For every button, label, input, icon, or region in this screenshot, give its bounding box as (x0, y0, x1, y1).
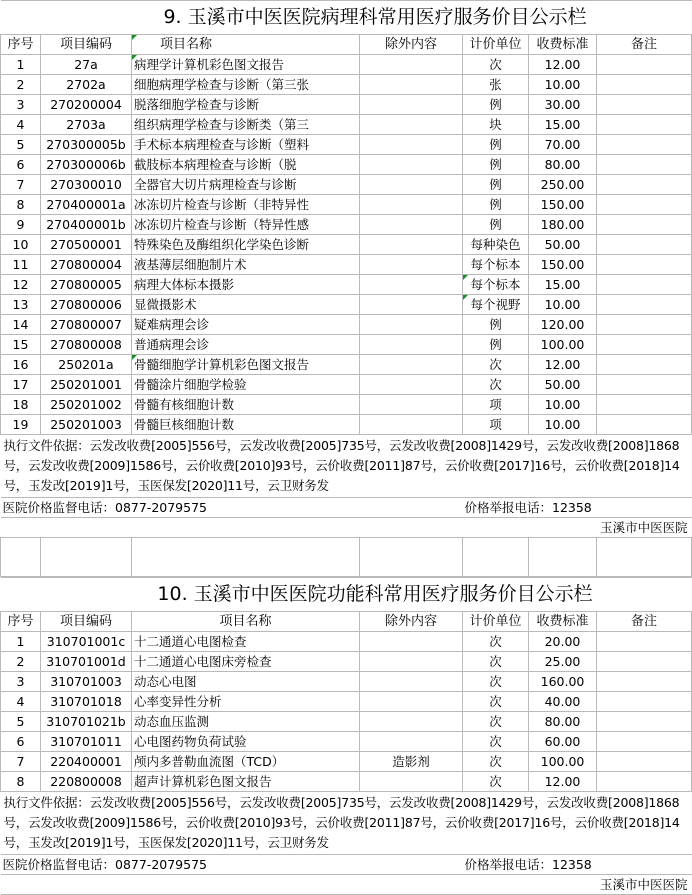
row-name: 骨髓细胞学计算机彩色图文报告 (132, 355, 360, 375)
table-row (1, 75, 692, 95)
row-no: 6 (1, 732, 41, 752)
row-unit: 次 (463, 652, 529, 672)
row-code: 220400001 (41, 752, 132, 772)
row-price: 10.00 (529, 415, 597, 435)
row-exclude (360, 672, 463, 692)
row-remark (597, 295, 692, 315)
row-name: 普通病理会诊 (132, 335, 360, 355)
row-exclude (360, 295, 463, 315)
row-exclude: 造影剂 (360, 752, 463, 772)
row-no: 14 (1, 315, 41, 335)
table-row (1, 355, 692, 375)
row-name: 十二通道心电图床旁检查 (132, 652, 360, 672)
row-exclude (360, 335, 463, 355)
row-name: 骨髓有核细胞计数 (132, 395, 360, 415)
row-exclude (360, 692, 463, 712)
row-unit: 次 (463, 55, 529, 75)
table-row (1, 315, 692, 335)
row-no: 4 (1, 115, 41, 135)
row-price: 100.00 (529, 335, 597, 355)
row-remark (597, 772, 692, 792)
row-code: 270800004 (41, 255, 132, 275)
row-remark (597, 732, 692, 752)
row-no: 17 (1, 375, 41, 395)
row-no: 4 (1, 692, 41, 712)
row-exclude (360, 115, 463, 135)
row-unit: 例 (463, 335, 529, 355)
row-no: 3 (1, 672, 41, 692)
row-exclude (360, 275, 463, 295)
row-unit: 次 (463, 692, 529, 712)
row-price: 15.00 (529, 115, 597, 135)
row-code: 270400001b (41, 215, 132, 235)
row-price: 60.00 (529, 732, 597, 752)
row-exclude (360, 55, 463, 75)
row-name: 骨髓巨核细胞计数 (132, 415, 360, 435)
row-name: 疑难病理会诊 (132, 315, 360, 335)
row-code: 220800008 (41, 772, 132, 792)
row-no: 2 (1, 75, 41, 95)
row-price: 12.00 (529, 355, 597, 375)
row-no: 8 (1, 195, 41, 215)
row-code: 270300005b (41, 135, 132, 155)
row-code: 270500001 (41, 235, 132, 255)
row-name: 全器官大切片病理检查与诊断 (132, 175, 360, 195)
row-unit: 每个标本 (463, 255, 529, 275)
row-unit: 项 (463, 395, 529, 415)
row-exclude (360, 732, 463, 752)
table-header (1, 35, 692, 55)
row-no: 12 (1, 275, 41, 295)
row-unit: 次 (463, 732, 529, 752)
row-name: 动态心电图 (132, 672, 360, 692)
table-row (1, 55, 692, 75)
row-no: 11 (1, 255, 41, 275)
row-price: 12.00 (529, 772, 597, 792)
row-price: 30.00 (529, 95, 597, 115)
row-no: 8 (1, 772, 41, 792)
table-row (1, 255, 692, 275)
row-unit: 例 (463, 315, 529, 335)
row-remark (597, 315, 692, 335)
row-unit: 次 (463, 752, 529, 772)
row-unit: 例 (463, 175, 529, 195)
table-row (1, 295, 692, 315)
row-unit: 块 (463, 115, 529, 135)
row-unit: 次 (463, 672, 529, 692)
row-code: 270800006 (41, 295, 132, 315)
row-name: 细胞病理学检查与诊断（第三张 (132, 75, 360, 95)
row-name: 截肢标本病理检查与诊断（脱 (132, 155, 360, 175)
row-exclude (360, 652, 463, 672)
header-no: 序号 (1, 612, 41, 632)
row-price: 160.00 (529, 672, 597, 692)
row-name: 颅内多普勒血流图（TCD） (132, 752, 360, 772)
row-unit: 次 (463, 375, 529, 395)
row-remark (597, 355, 692, 375)
row-unit: 例 (463, 95, 529, 115)
row-price: 20.00 (529, 632, 597, 652)
row-name: 十二通道心电图检查 (132, 632, 360, 652)
header-name: 项目名称 (132, 35, 360, 55)
row-code: 2702a (41, 75, 132, 95)
row-code: 250201a (41, 355, 132, 375)
row-name: 冰冻切片检查与诊断（特异性感 (132, 215, 360, 235)
row-code: 270200004 (41, 95, 132, 115)
table-row (1, 752, 692, 772)
spacer-row (1, 538, 692, 577)
row-unit: 例 (463, 135, 529, 155)
row-remark (597, 672, 692, 692)
row-exclude (360, 315, 463, 335)
row-code: 310701003 (41, 672, 132, 692)
basis-note: 执行文件依据：云发改收费[2005]556号，云发改收费[2005]735号，云发改收费[2008]1429号，云发改收费[2008]1868号，云发改收费[2009]1586号，云价收费[2010]93号，云价收费[2011]87号，云价收费[2017]16号，云价收费[2018]14号，玉发改[2019]1号，玉医保发[2020]11号，云卫财务发 (1, 435, 692, 498)
table-row (1, 672, 692, 692)
row-exclude (360, 415, 463, 435)
table-row (1, 395, 692, 415)
row-unit: 每种染色 (463, 235, 529, 255)
row-remark (597, 275, 692, 295)
table-row (1, 732, 692, 752)
row-remark (597, 335, 692, 355)
table-row (1, 195, 692, 215)
row-exclude (360, 235, 463, 255)
row-no: 6 (1, 155, 41, 175)
row-price: 10.00 (529, 395, 597, 415)
row-price: 50.00 (529, 375, 597, 395)
row-unit: 次 (463, 355, 529, 375)
row-code: 250201001 (41, 375, 132, 395)
row-price: 80.00 (529, 155, 597, 175)
row-code: 270800008 (41, 335, 132, 355)
table-header (1, 612, 692, 632)
row-price: 250.00 (529, 175, 597, 195)
function-dept-price-table (0, 577, 692, 895)
row-code: 310701018 (41, 692, 132, 712)
row-name: 动态血压监测 (132, 712, 360, 732)
row-name: 手术标本病理检查与诊断（塑料 (132, 135, 360, 155)
row-name: 组织病理学检查与诊断类（第三 (132, 115, 360, 135)
row-exclude (360, 355, 463, 375)
table-row (1, 115, 692, 135)
row-name: 心电图药物负荷试验 (132, 732, 360, 752)
row-code: 250201002 (41, 395, 132, 415)
row-no: 9 (1, 215, 41, 235)
table-row (1, 135, 692, 155)
row-no: 7 (1, 175, 41, 195)
row-name: 液基薄层细胞制片术 (132, 255, 360, 275)
header-exclude: 除外内容 (360, 35, 463, 55)
row-name: 特殊染色及酶组织化学染色诊断 (132, 235, 360, 255)
table-row (1, 652, 692, 672)
row-name: 冰冻切片检查与诊断（非特异性 (132, 195, 360, 215)
row-unit: 每个视野 (463, 295, 529, 315)
row-unit: 次 (463, 632, 529, 652)
row-exclude (360, 632, 463, 652)
row-unit: 次 (463, 772, 529, 792)
header-price: 收费标准 (529, 612, 597, 632)
row-exclude (360, 195, 463, 215)
row-exclude (360, 215, 463, 235)
row-exclude (360, 395, 463, 415)
row-exclude (360, 255, 463, 275)
row-price: 15.00 (529, 275, 597, 295)
row-remark (597, 155, 692, 175)
table-row (1, 95, 692, 115)
supervise-phone: 医院价格监督电话：0877-2079575 (1, 855, 463, 875)
row-code: 310701001c (41, 632, 132, 652)
row-unit: 次 (463, 712, 529, 732)
row-name: 病理学计算机彩色图文报告 (132, 55, 360, 75)
row-code: 2703a (41, 115, 132, 135)
row-price: 150.00 (529, 195, 597, 215)
row-remark (597, 75, 692, 95)
section-title: 9. 玉溪市中医医院病理科常用医疗服务价目公示栏 (1, 1, 692, 35)
row-price: 12.00 (529, 55, 597, 75)
row-price: 40.00 (529, 692, 597, 712)
row-no: 10 (1, 235, 41, 255)
row-remark (597, 415, 692, 435)
table-row (1, 632, 692, 652)
header-code: 项目编码 (41, 612, 132, 632)
report-phone: 价格举报电话：12358 (463, 498, 692, 518)
row-price: 70.00 (529, 135, 597, 155)
supervise-phone: 医院价格监督电话：0877-2079575 (1, 498, 463, 518)
report-phone: 价格举报电话：12358 (463, 855, 692, 875)
row-unit: 每个标本 (463, 275, 529, 295)
row-code: 250201003 (41, 415, 132, 435)
basis-note: 执行文件依据：云发改收费[2005]556号，云发改收费[2005]735号，云发改收费[2008]1429号，云发改收费[2008]1868号，云发改收费[2009]1586号，云价收费[2010]93号，云价收费[2011]87号，云价收费[2017]16号，云价收费[2018]14号，玉发改[2019]1号，玉医保发[2020]11号，云卫财务发 (1, 792, 692, 855)
table-row (1, 415, 692, 435)
row-code: 270800007 (41, 315, 132, 335)
table-row (1, 712, 692, 732)
row-exclude (360, 95, 463, 115)
row-remark (597, 135, 692, 155)
header-remark: 备注 (597, 612, 692, 632)
row-price: 100.00 (529, 752, 597, 772)
row-no: 18 (1, 395, 41, 415)
row-remark (597, 692, 692, 712)
section-title: 10. 玉溪市中医医院功能科常用医疗服务价目公示栏 (1, 578, 692, 612)
row-no: 1 (1, 632, 41, 652)
row-name: 脱落细胞学检查与诊断 (132, 95, 360, 115)
row-price: 150.00 (529, 255, 597, 275)
row-exclude (360, 135, 463, 155)
row-name: 病理大体标本摄影 (132, 275, 360, 295)
row-price: 10.00 (529, 75, 597, 95)
row-price: 80.00 (529, 712, 597, 732)
table-row (1, 375, 692, 395)
header-unit: 计价单位 (463, 612, 529, 632)
row-unit: 项 (463, 415, 529, 435)
row-name: 显微摄影术 (132, 295, 360, 315)
row-remark (597, 712, 692, 732)
row-no: 5 (1, 712, 41, 732)
table-row (1, 692, 692, 712)
header-no: 序号 (1, 35, 41, 55)
row-unit: 张 (463, 75, 529, 95)
header-name: 项目名称 (132, 612, 360, 632)
row-remark (597, 95, 692, 115)
table-row (1, 155, 692, 175)
row-price: 180.00 (529, 215, 597, 235)
row-code: 27a (41, 55, 132, 75)
row-no: 2 (1, 652, 41, 672)
row-remark (597, 115, 692, 135)
row-price: 50.00 (529, 235, 597, 255)
row-exclude (360, 375, 463, 395)
row-unit: 例 (463, 215, 529, 235)
hospital-name: 玉溪市中医医院 (1, 875, 692, 895)
header-unit: 计价单位 (463, 35, 529, 55)
row-no: 19 (1, 415, 41, 435)
row-name: 心率变异性分析 (132, 692, 360, 712)
row-code: 270300010 (41, 175, 132, 195)
row-no: 16 (1, 355, 41, 375)
row-no: 13 (1, 295, 41, 315)
row-remark (597, 632, 692, 652)
table-row (1, 175, 692, 195)
row-remark (597, 235, 692, 255)
row-price: 120.00 (529, 315, 597, 335)
row-remark (597, 652, 692, 672)
row-exclude (360, 772, 463, 792)
row-no: 7 (1, 752, 41, 772)
row-unit: 例 (463, 155, 529, 175)
row-no: 3 (1, 95, 41, 115)
row-exclude (360, 75, 463, 95)
row-code: 310701001d (41, 652, 132, 672)
row-code: 270300006b (41, 155, 132, 175)
row-price: 25.00 (529, 652, 597, 672)
header-price: 收费标准 (529, 35, 597, 55)
row-no: 15 (1, 335, 41, 355)
row-code: 310701021b (41, 712, 132, 732)
row-name: 骨髓涂片细胞学检验 (132, 375, 360, 395)
row-remark (597, 375, 692, 395)
row-exclude (360, 175, 463, 195)
row-no: 1 (1, 55, 41, 75)
row-unit: 例 (463, 195, 529, 215)
table-row (1, 215, 692, 235)
hospital-name: 玉溪市中医医院 (1, 518, 692, 538)
header-exclude: 除外内容 (360, 612, 463, 632)
table-row (1, 772, 692, 792)
row-name: 超声计算机彩色图文报告 (132, 772, 360, 792)
row-code: 310701011 (41, 732, 132, 752)
row-remark (597, 195, 692, 215)
row-code: 270800005 (41, 275, 132, 295)
header-code: 项目编码 (41, 35, 132, 55)
row-remark (597, 175, 692, 195)
table-row (1, 335, 692, 355)
header-remark: 备注 (597, 35, 692, 55)
table-row (1, 275, 692, 295)
row-code: 270400001a (41, 195, 132, 215)
row-remark (597, 395, 692, 415)
row-exclude (360, 712, 463, 732)
table-row (1, 235, 692, 255)
row-remark (597, 55, 692, 75)
row-no: 5 (1, 135, 41, 155)
row-exclude (360, 155, 463, 175)
row-remark (597, 752, 692, 772)
row-price: 10.00 (529, 295, 597, 315)
row-remark (597, 215, 692, 235)
row-remark (597, 255, 692, 275)
